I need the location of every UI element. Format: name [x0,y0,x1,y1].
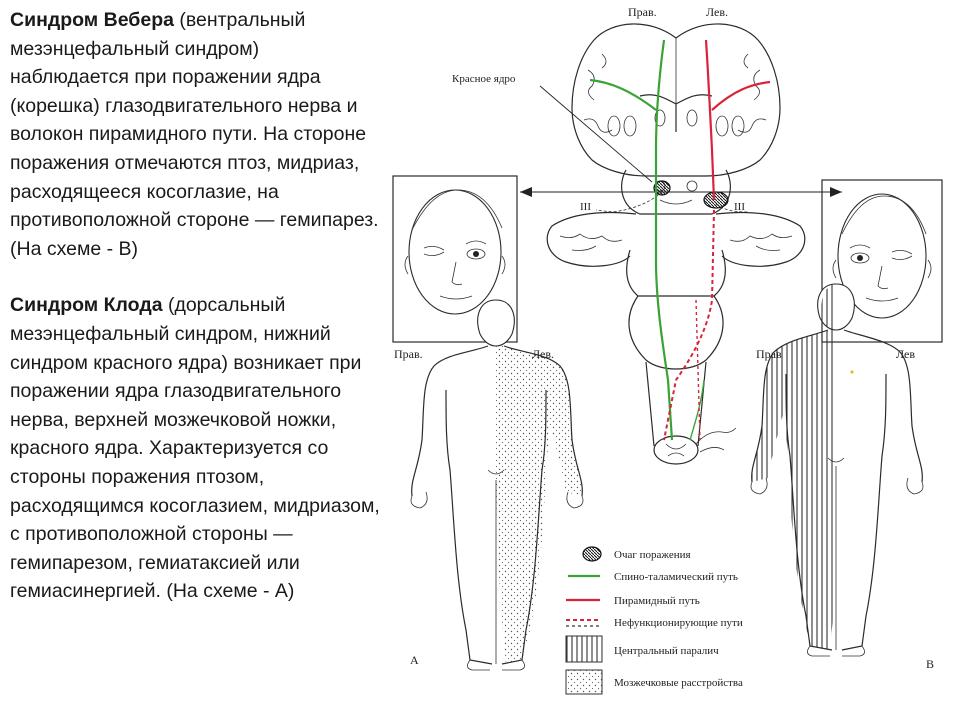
body-figure-a [411,300,583,670]
weber-title: Синдром Вебера [10,9,174,31]
red-nucleus-label: Красное ядро [452,73,516,85]
figure-a-label: А [410,653,419,667]
body-figure-b [751,284,923,656]
lesion-icon [583,547,601,561]
legend-item-pyramidal: Пирамидный путь [614,595,700,607]
claude-title: Синдром Клода [10,294,163,317]
body-b-right-label: Прав [756,347,782,361]
legend-item-lesion: Очаг поражения [614,549,691,561]
legend-item-spinothalamic: Спино-таламический путь [614,571,738,583]
text-column [10,6,382,634]
syndrome-diagram [380,0,960,720]
dotted-fill-icon [566,670,602,694]
spinal-cord [646,362,706,446]
lesion-right-midbrain [704,192,728,208]
pons [627,250,726,296]
body-b-left-label: Лев [896,347,916,361]
legend-item-cerebellar: Мозжечковые расстройства [614,677,743,689]
claude-paragraph [10,291,382,606]
medulla [629,296,723,369]
cerebellum [547,213,805,267]
body-b-right-half [752,284,836,650]
legend-item-nonfunctioning: Нефункционирующие пути [614,617,743,629]
vertical-hatch-icon [566,636,602,662]
claude-text: (дорсальный мезэнцефальный синдром, нижний синдром красного ядра) возникает при поражении ядра глазодвигательного нерва, верхней мозжечковой ножки, красного ядра. Характеризуется со стороны поражения птозом, расходящимся косоглазием, мидриазом, с противоположной стороны — гемипарезом, гемиатаксией или гемиасинергией. (На схеме - А) [10,294,380,603]
brain-left-label: Лев. [706,5,729,19]
spinal-cord-section [654,436,698,464]
weber-text: (вентральный мезэнцефальный синдром) наблюдается при поражении ядра (корешка) глазодвигательного нерва и волокон пирамидного пути. На стороне поражения отмечаются птоз, мидриаз, расходящееся косоглазие, на противоположной стороне — гемипарез. (На схеме - В) [10,9,379,260]
nerve-right-label: III [580,201,591,213]
legend [566,547,743,694]
weber-paragraph [10,6,382,263]
brain-right-label: Прав. [628,5,657,19]
body-a-right-label: Прав. [394,347,423,361]
figure-b-label: В [926,657,935,671]
legend-item-central-paralysis: Центральный паралич [614,645,719,657]
body-a-left-label: Лев. [532,347,555,361]
nerve-left-label: III [734,201,745,213]
